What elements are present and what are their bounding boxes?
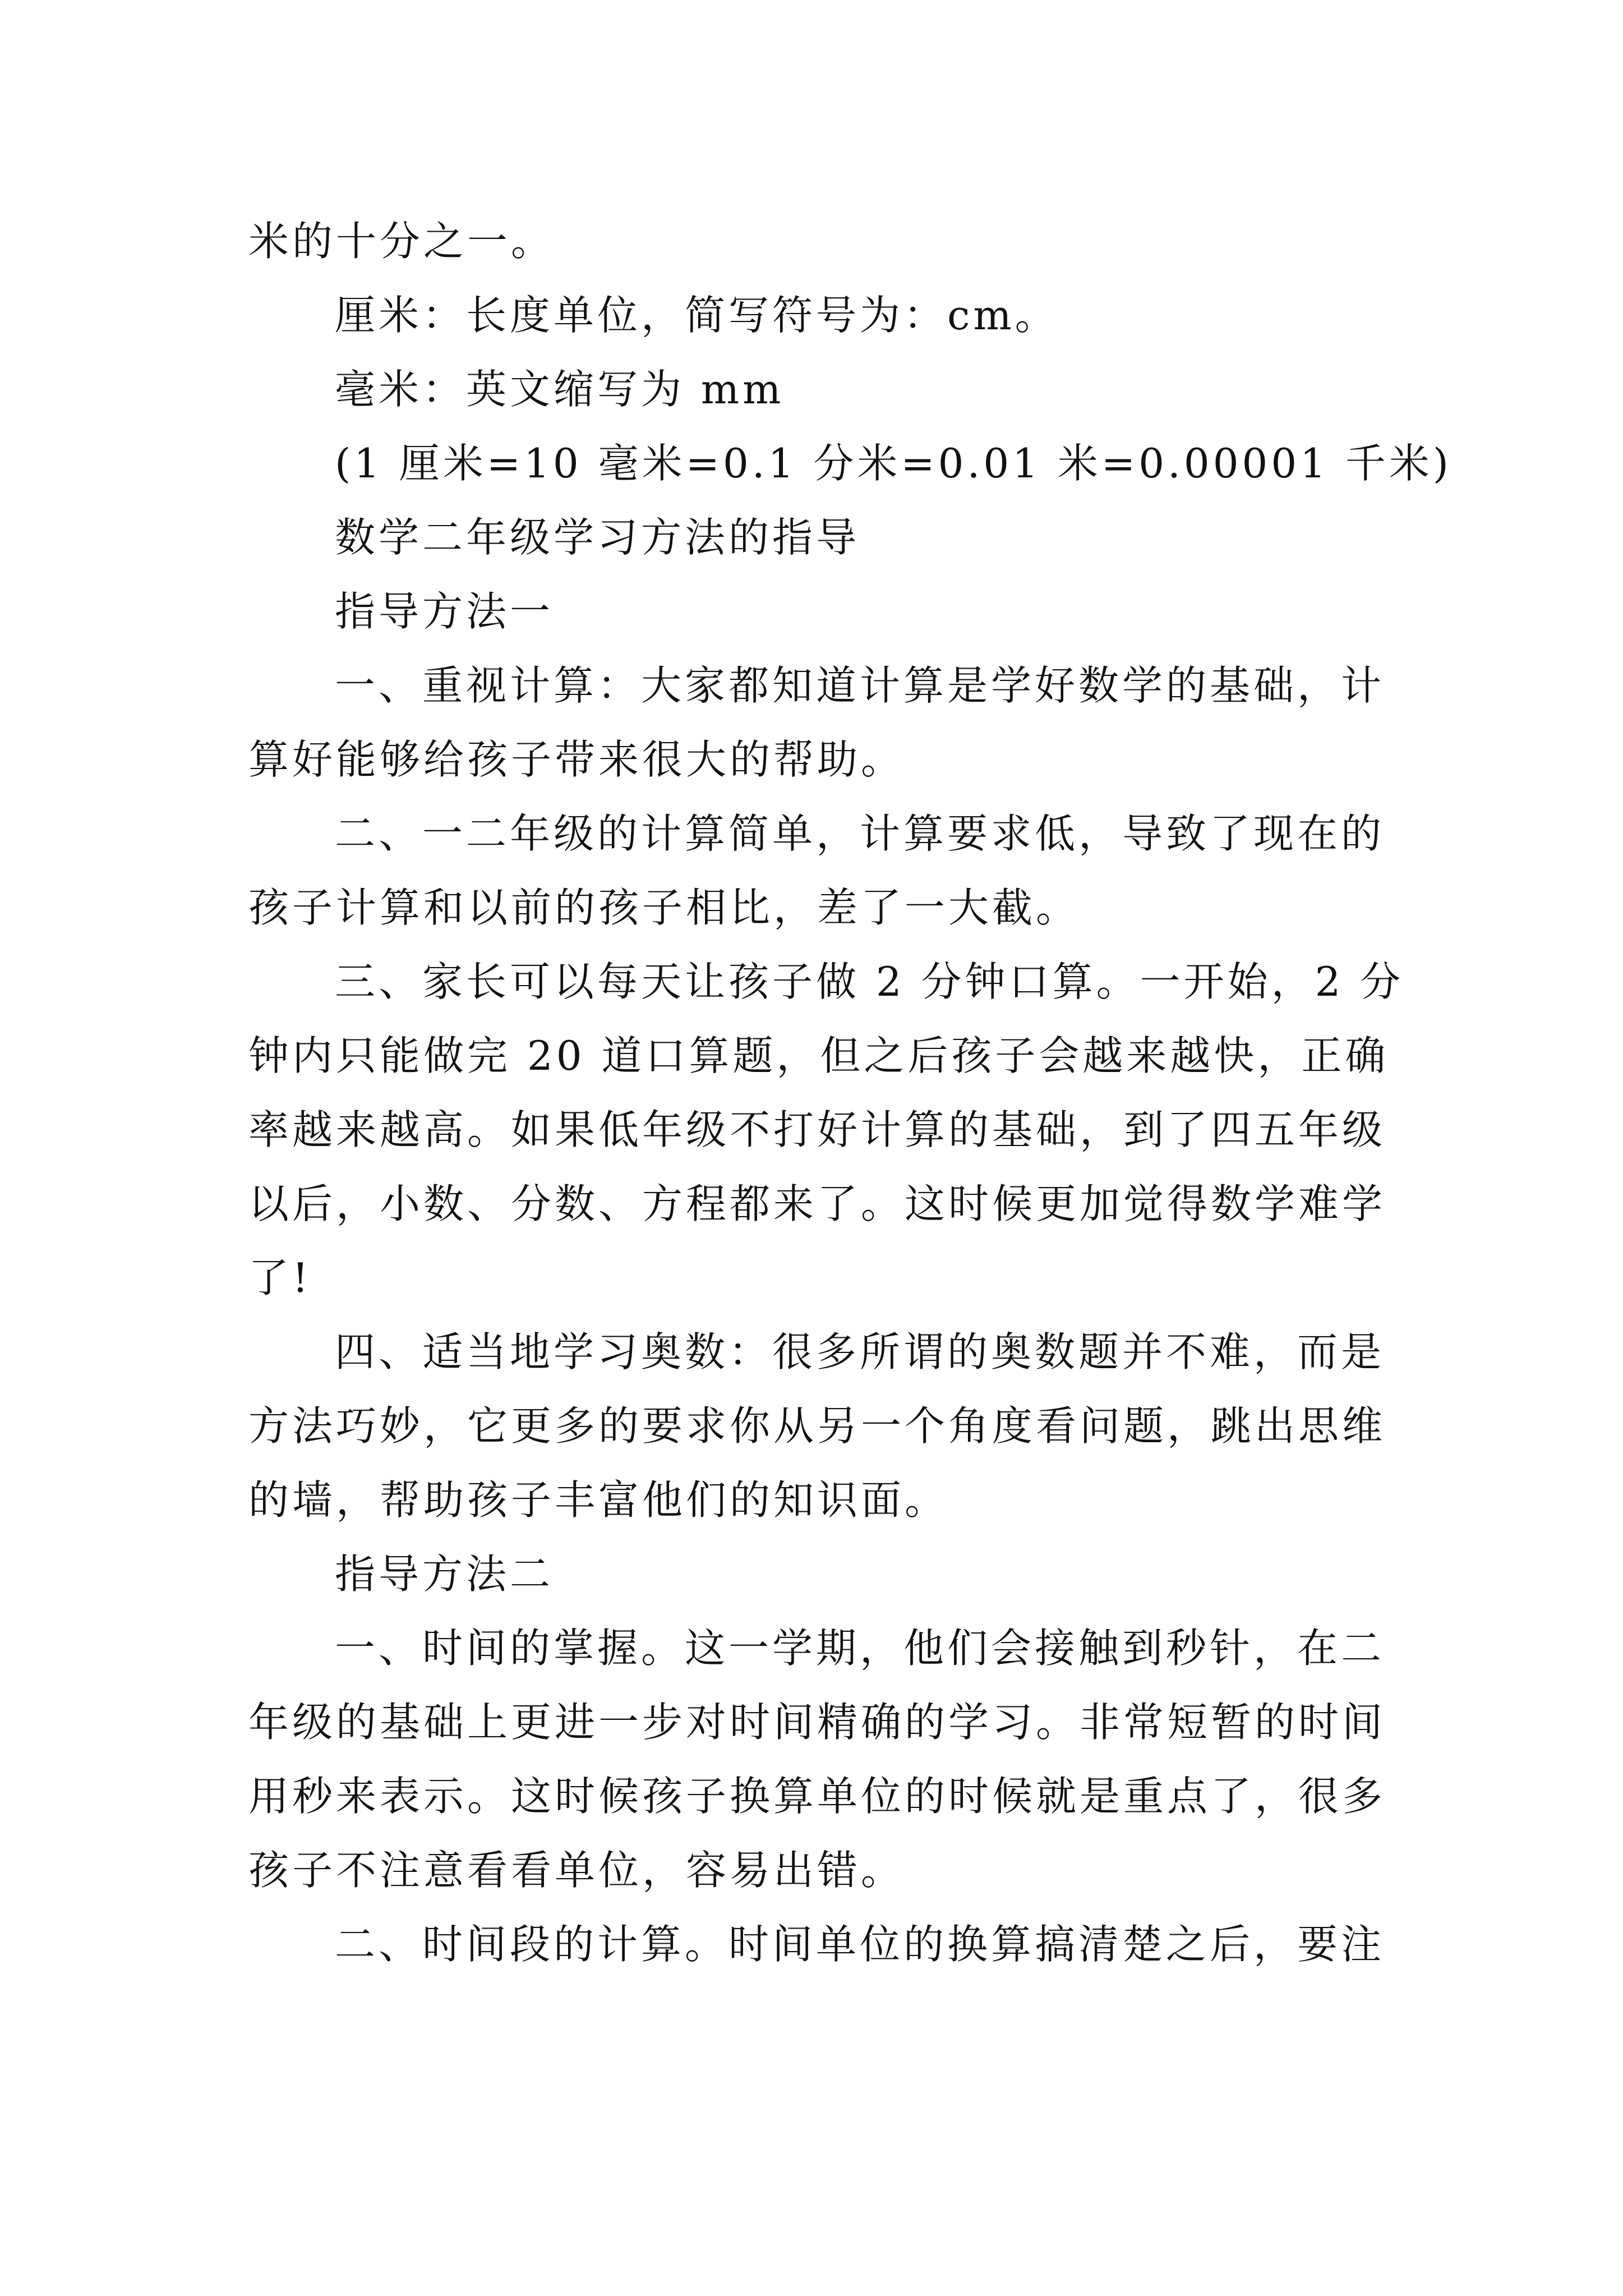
text-line: 一、时间的掌握。这一学期，他们会接触到秒针，在二 (335, 1625, 1385, 1672)
text-line: 以后，小数、分数、方程都来了。这时候更加觉得数学难学 (248, 1180, 1386, 1227)
text-line: 率越来越高。如果低年级不打好计算的基础，到了四五年级 (248, 1106, 1386, 1153)
section-heading: 数学二年级学习方法的指导 (335, 514, 860, 561)
subsection-heading: 指导方法一 (335, 588, 554, 635)
text-line: (1 厘米=10 毫米=0.1 分米=0.01 米=0.00001 千米) (335, 440, 1452, 487)
text-line: 孩子不注意看看单位，容易出错。 (248, 1847, 905, 1894)
text-line: 的墙，帮助孩子丰富他们的知识面。 (248, 1476, 949, 1524)
text-line: 算好能够给孩子带来很大的帮助。 (248, 736, 905, 783)
text-line: 三、家长可以每天让孩子做 2 分钟口算。一开始，2 分 (335, 958, 1404, 1005)
text-line: 四、适当地学习奥数：很多所谓的奥数题并不难，而是 (335, 1328, 1385, 1375)
text-line: 孩子计算和以前的孩子相比，差了一大截。 (248, 884, 1080, 931)
text-line: 年级的基础上更进一步对时间精确的学习。非常短暂的时间 (248, 1699, 1386, 1746)
text-line: 厘米：长度单位，简写符号为：cm。 (335, 292, 1059, 339)
text-line: 米的十分之一。 (248, 218, 555, 265)
text-line: 二、时间段的计算。时间单位的换算搞清楚之后，要注 (335, 1921, 1385, 1968)
text-line: 用秒来表示。这时候孩子换算单位的时候就是重点了，很多 (248, 1773, 1386, 1820)
text-line: 了! (248, 1254, 312, 1301)
text-line: 方法巧妙，它更多的要求你从另一个角度看问题，跳出思维 (248, 1402, 1386, 1450)
text-line: 毫米：英文缩写为 mm (335, 366, 785, 413)
subsection-heading: 指导方法二 (335, 1550, 554, 1598)
text-line: 一、重视计算：大家都知道计算是学好数学的基础，计 (335, 662, 1385, 709)
text-line: 二、一二年级的计算简单，计算要求低，导致了现在的 (335, 810, 1385, 857)
text-line: 钟内只能做完 20 道口算题，但之后孩子会越来越快，正确 (248, 1032, 1389, 1079)
